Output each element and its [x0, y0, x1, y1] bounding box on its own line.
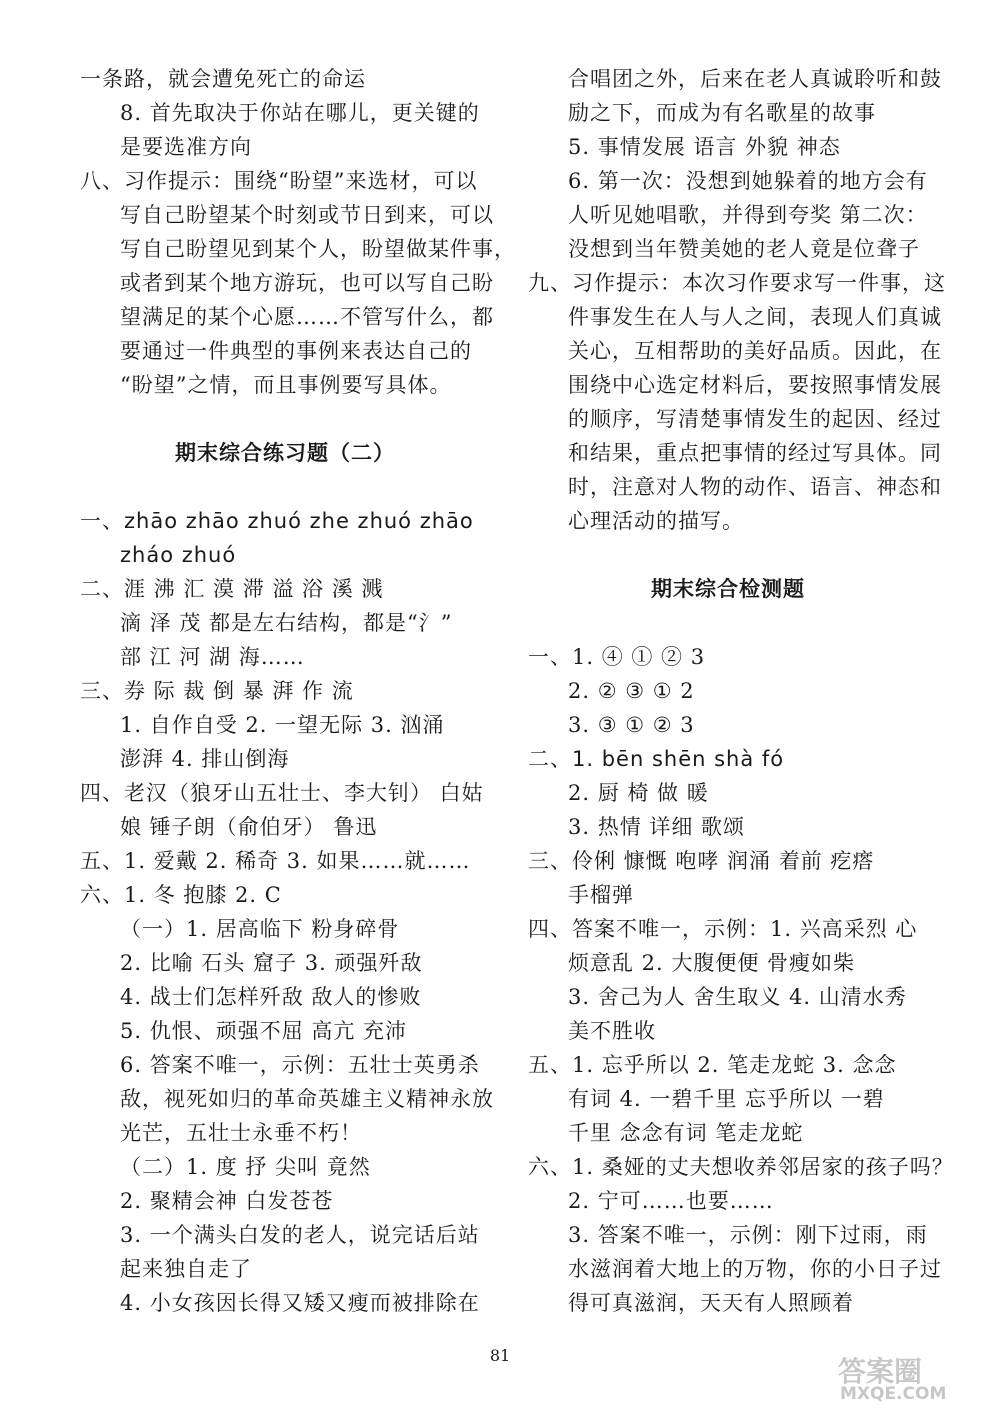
text-line: 要通过一件典型的事例来表达自己的: [120, 339, 472, 363]
text-line: 起来独自走了: [120, 1257, 252, 1281]
text-line: 五、1. 爱戴 2. 稀奇 3. 如果……就……: [80, 849, 471, 873]
section-heading: 期末综合练习题（二）: [175, 441, 395, 465]
text-line: 3. 舍己为人 舍生取义 4. 山清水秀: [568, 985, 907, 1009]
text-line: 心理活动的描写。: [568, 509, 744, 533]
text-line: 人听见她唱歌，并得到夸奖 第二次：: [568, 203, 928, 227]
text-line: 6. 答案不唯一，示例：五壮士英勇杀: [120, 1053, 480, 1077]
text-line: 2. ② ③ ① 2: [568, 679, 695, 703]
text-line: 围绕中心选定材料后，要按照事情发展: [568, 373, 942, 397]
text-line: 是要选准方向: [120, 135, 252, 159]
watermark-text: 答案圈: [838, 1355, 923, 1388]
text-line: 娘 锤子朗（俞伯牙） 鲁迅: [120, 815, 378, 839]
blank-line: [528, 606, 928, 640]
watermark-url: MXQE.COM: [840, 1384, 947, 1404]
text-line: 件事发生在人与人之间，表现人们真诚: [568, 305, 942, 329]
text-line: 滴 泽 茂 都是左右结构，都是“氵”: [120, 611, 453, 635]
text-line: （二）1. 度 抒 尖叫 竟然: [120, 1155, 371, 1179]
text-line: 三、伶俐 慷慨 咆哮 润涌 着前 疙瘩: [528, 849, 875, 873]
blank-line: [80, 470, 490, 504]
text-line: 四、答案不唯一，示例：1. 兴高采烈 心: [528, 917, 918, 941]
text-line: 2. 宁可……也要……: [568, 1189, 774, 1213]
text-line: 澎湃 4. 排山倒海: [120, 747, 290, 771]
text-line: 4. 小女孩因长得又矮又瘦而被排除在: [120, 1291, 480, 1315]
text-line: 一、1. ④ ① ② 3: [528, 645, 706, 669]
text-line: 三、券 际 裁 倒 暴 湃 作 流: [80, 679, 354, 703]
text-line: 水滋润着大地上的万物，你的小日子过: [568, 1257, 942, 1281]
text-line: 六、1. 冬 抱膝 2. C: [80, 883, 282, 907]
text-line: 3. 热情 详细 歌颂: [568, 815, 746, 839]
text-line: 写自己盼望某个时刻或节日到来，可以: [120, 203, 494, 227]
text-line: 二、涯 沸 汇 漠 滞 溢 浴 溪 溅: [80, 577, 384, 601]
left-column: [80, 62, 516, 1320]
text-line: 敌，视死如归的革命英雄主义精神永放: [120, 1087, 494, 1111]
text-line: 3. 一个满头白发的老人，说完话后站: [120, 1223, 480, 1247]
text-line: 部 江 河 湖 海……: [120, 645, 305, 669]
text-line: 励之下，而成为有名歌星的故事: [568, 101, 876, 125]
text-line: 关心，互相帮助的美好品质。因此，在: [568, 339, 942, 363]
text-line: 写自己盼望见到某个人，盼望做某件事，: [120, 237, 516, 261]
text-line: 手榴弹: [568, 883, 634, 907]
text-line: 和结果，重点把事情的经过写具体。同: [568, 441, 942, 465]
text-line: 烦意乱 2. 大腹便便 骨瘦如柴: [568, 951, 856, 975]
text-line: 美不胜收: [568, 1019, 656, 1043]
text-line: 6. 第一次：没想到她躲着的地方会有: [568, 169, 928, 193]
text-line: 千里 念念有词 笔走龙蛇: [568, 1121, 804, 1145]
watermark-logo: [838, 1348, 988, 1404]
text-line: 8. 首先取决于你站在哪儿，更关键的: [120, 101, 480, 125]
text-line: 的顺序，写清楚事情发生的起因、经过: [568, 407, 942, 431]
pinyin-line: 一、zhāo zhāo zhuó zhe zhuó zhāo: [80, 509, 474, 533]
text-line: 五、1. 忘乎所以 2. 笔走龙蛇 3. 念念: [528, 1053, 897, 1077]
text-line: 2. 厨 椅 做 暖: [568, 781, 709, 805]
page-number: 81: [489, 1346, 511, 1365]
text-line: 四、老汉（狼牙山五壮士、李大钊） 白姑: [80, 781, 484, 805]
right-column: [528, 62, 954, 1320]
text-line: 3. ③ ① ② 3: [568, 713, 695, 737]
text-line: 一条路，就会遭免死亡的命运: [80, 67, 366, 91]
text-line: 2. 聚精会神 白发苍苍: [120, 1189, 334, 1213]
text-line: 5. 仇恨、顽强不屈 高亢 充沛: [120, 1019, 408, 1043]
text-line: 望满足的某个心愿……不管写什么，都: [120, 305, 494, 329]
text-line: 六、1. 桑娅的丈夫想收养邻居家的孩子吗？: [528, 1155, 954, 1179]
text-line: 时，注意对人物的动作、语言、神态和: [568, 475, 942, 499]
text-line: 1. 自作自受 2. 一望无际 3. 汹涌: [120, 713, 445, 737]
text-line: 2. 比喻 石头 窟子 3. 顽强歼敌: [120, 951, 423, 975]
blank-line: [80, 402, 490, 436]
text-line: （一）1. 居高临下 粉身碎骨: [120, 917, 400, 941]
text-line: 4. 战士们怎样歼敌 敌人的惨败: [120, 985, 422, 1009]
text-line: 5. 事情发展 语言 外貌 神态: [568, 135, 841, 159]
pinyin-line: zháo zhuó: [120, 543, 237, 567]
text-line: 得可真滋润，天天有人照顾着: [568, 1291, 854, 1315]
blank-line: [528, 538, 928, 572]
text-line: 八、习作提示：围绕“盼望”来选材，可以: [80, 169, 478, 193]
text-line: 没想到当年赞美她的老人竟是位聋子: [568, 237, 920, 261]
text-line: “盼望”之情，而且事例要写具体。: [120, 373, 452, 397]
text-line: 有词 4. 一碧千里 忘乎所以 一碧: [568, 1087, 885, 1111]
pinyin-line: 二、1. bēn shēn shà fó: [528, 747, 785, 771]
section-heading: 期末综合检测题: [651, 577, 805, 601]
text-line: 或者到某个地方游玩，也可以写自己盼: [120, 271, 494, 295]
text-line: 3. 答案不唯一，示例：刚下过雨，雨: [568, 1223, 928, 1247]
text-line: 合唱团之外，后来在老人真诚聆听和鼓: [568, 67, 942, 91]
text-line: 九、习作提示：本次习作要求写一件事，这: [528, 271, 946, 295]
text-line: 光芒，五壮士永垂不朽！: [120, 1121, 362, 1145]
